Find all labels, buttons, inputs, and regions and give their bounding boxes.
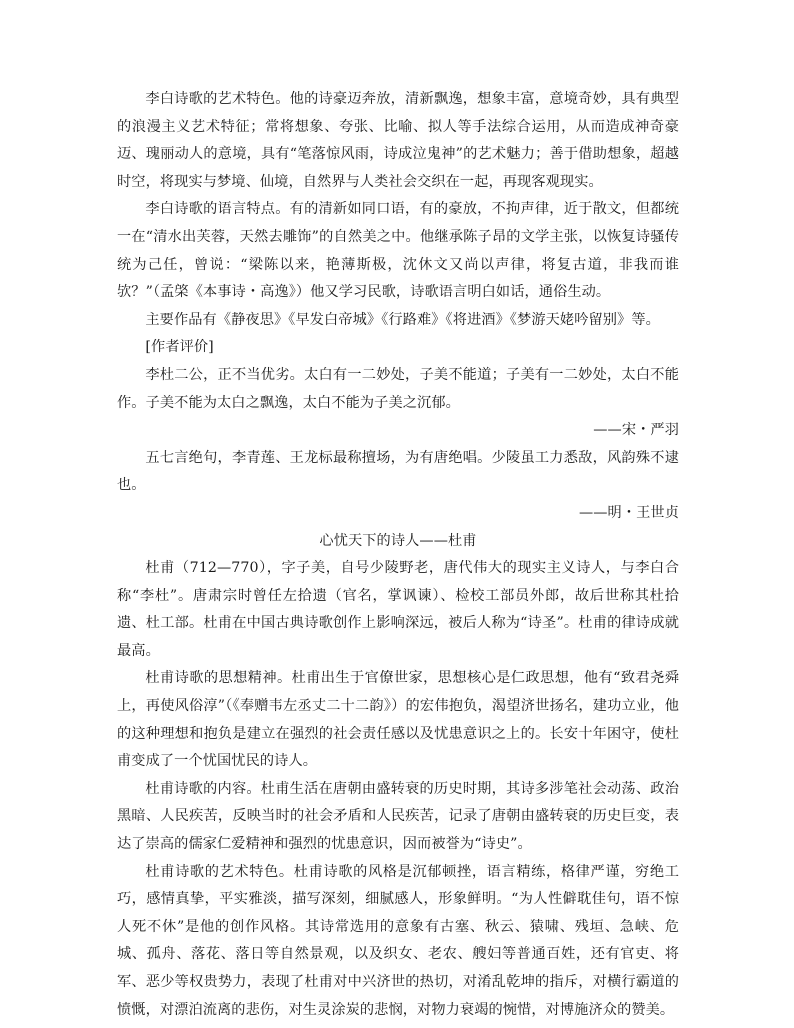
author-evaluation-heading: [作者评价] xyxy=(145,339,214,356)
evaluation-source-2: ——明・王世贞 xyxy=(578,504,679,521)
evaluation-quote-2: 五七言绝句，李青莲、王龙标最称擅场，为有唐绝唱。少陵虽工力悉敌，风韵殊不逮也。 xyxy=(117,449,679,494)
dufu-thought-paragraph: 杜甫诗歌的思想精神。杜甫出生于官僚世家，思想核心是仁政思想，他有“致君尧舜上，再使风俗淳”（《奉赠韦左丞丈二十二韵》）的宏伟抱负，渴望济世扬名，建功立业，他的这种理想和抱负是建立在强烈的社会责任感以及忧患意识之上的。长安十年困守，使杜甫变成了一个忧国忧民的诗人。 xyxy=(117,670,679,770)
dufu-art-paragraph: 杜甫诗歌的艺术特色。杜甫诗歌的风格是沉郁顿挫，语言精练，格律严谨，穷绝工巧，感情真挚，平实雅淡，描写深刻，细腻感人，形象鲜明。“为人性僻耽佳句，语不惊人死不休”是他的创作风格。其诗常选用的意象有古塞、秋云、猿啸、残垣、急峡、危城、孤舟、落花、落日等自然景观，以及织女、老农、艘妇等普通百姓，还有官吏、将军、恶少等权贵势力，表现了杜甫对中兴济世的热切，对淆乱乾坤的指斥，对横行霸道的愤慨，对漂泊流离的悲伤，对生灵涂炭的悲悯，对物力衰竭的惋惜，对博施济众的赞美。 xyxy=(117,863,679,1018)
evaluation-quote-1: 李杜二公，正不当优劣。太白有一二妙处，子美不能道；子美有一二妙处，太白不能作。子美不能为太白之飘逸，太白不能为子美之沉郁。 xyxy=(117,366,679,411)
libai-works-paragraph: 主要作品有《静夜思》《早发白帝城》《行路难》《将进酒》《梦游天姥吟留别》等。 xyxy=(145,311,660,328)
evaluation-source-1: ——宋・严羽 xyxy=(593,422,679,439)
dufu-content-paragraph: 杜甫诗歌的内容。杜甫生活在唐朝由盛转衰的历史时期，其诗多涉笔社会动荡、政治黑暗、人民疾苦，反映当时的社会矛盾和人民疾苦，记录了唐朝由盛转衰的历史巨变，表达了崇高的儒家仁爱精神和强烈的忧患意识，因而被誉为“诗史”。 xyxy=(117,780,679,853)
libai-language-paragraph: 李白诗歌的语言特点。有的清新如同口语，有的豪放，不拘声律，近于散文，但都统一在“清水出芙蓉，天然去雕饰”的自然美之中。他继承陈子昂的文学主张，以恢复诗骚传统为己任，曾说：“梁陈以来，艳薄斯极，沈休文又尚以声律，将复古道，非我而谁欤？”（孟棨《本事诗・高逸》）他又学习民歌，诗歌语言明白如话，通俗生动。 xyxy=(117,201,679,301)
dufu-section-title: 心忧天下的诗人——杜甫 xyxy=(319,532,477,549)
dufu-intro-paragraph: 杜甫（712—770），字子美，自号少陵野老，唐代伟大的现实主义诗人，与李白合称“李杜”。唐肃宗时曾任左拾遗（官名，掌讽谏）、检校工部员外郎，故后世称其杜拾遗、杜工部。杜甫在中国古典诗歌创作上影响深远，被后人称为“诗圣”。杜甫的律诗成就最高。 xyxy=(117,560,679,659)
document-page xyxy=(117,86,679,1024)
libai-art-paragraph: 李白诗歌的艺术特色。他的诗豪迈奔放，清新飘逸，想象丰富，意境奇妙，具有典型的浪漫主义艺术特征；常将想象、夸张、比喻、拟人等手法综合运用，从而造成神奇豪迈、瑰丽动人的意境，具有“笔落惊风雨，诗成泣鬼神”的艺术魅力；善于借助想象，超越时空，将现实与梦境、仙境，自然界与人类社会交织在一起，再现客观现实。 xyxy=(117,91,679,190)
